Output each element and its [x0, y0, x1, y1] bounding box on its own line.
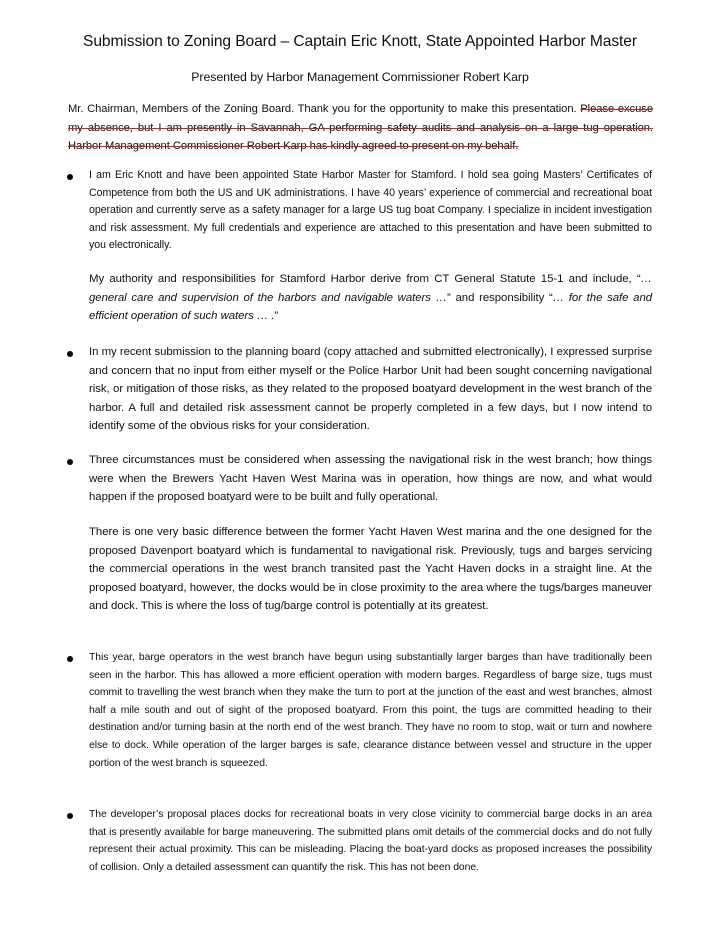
authority-paragraph: [89, 270, 652, 326]
bullet-4-paragraph: This year, barge operators in the west branch have begun using substantially larger barges than have traditionally been seen in the harbor. This has allowed a more efficient operation with modern barges. Regardless of barge size, tugs must commit to travelling the west branch when they make the turn to port at the junction of the east and west branches, almost half a mile south and out of sight of the proposed boatyard. From this point, the tugs are committed heading to their destination and/or turning basin at the north end of the west branch. They have no room to stop, wait or turn and nowhere else to dock. While operation of the larger barges is safe, clearance distance between vessel and structure in the upper portion of the west branch is squeezed.: [89, 652, 652, 769]
authority-text-1: My authority and responsibilities for Stamford Harbor derive from CT General Statute 15-1 and include, “: [89, 273, 641, 285]
authority-quote-2: … for the safe and efficient operation of such waters … .: [89, 291, 653, 323]
intro-paragraph: [68, 100, 653, 156]
bullet-2-paragraph: In my recent submission to the planning board (copy attached and submitted electronically), I expressed surprise and concern that no input from either myself or the Police Harbor Unit had been sought concerning navigational risk, or mitigation of those risks, as they related to the proposed boatyard development in the west branch of the harbor. A full and detailed risk assessment cannot be properly completed in a few days, but I now intend to identify some of the obvious risks for your consideration.: [89, 346, 652, 433]
intro-text: Mr. Chairman, Members of the Zoning Board. Thank you for the opportunity to make this presentation.: [68, 103, 581, 115]
authority-quote-1: … general care and supervision of the harbors and navigable waters …: [89, 273, 652, 304]
authority-text-2: ” and responsibility “: [447, 291, 553, 304]
bullet-5-paragraph: The developer’s proposal places docks for recreational boats in very close vicinity to commercial barge docks in an area that is presently available for barge maneuvering. The submitted plans omit details of the commercial docks and do not fully represent their actual proximity. This can be misleading. Placing the boat-yard docks as proposed increases the possibility of collision. Only a detailed assessment can quantify the risk. This has not been done.: [89, 809, 652, 873]
bullet-icon: [67, 174, 73, 180]
bullet-icon: [67, 459, 73, 465]
difference-paragraph: There is one very basic difference between the former Yacht Haven West marina and the one designed for the proposed Davenport boatyard which is fundamental to navigational risk. Previously, tugs and barges servicing the commercial operations in the west branch transited past the Yacht Haven docks in a straight line. At the proposed boatyard, however, the docks would be in close proximity to the area where the tugs/barges maneuver and dock. This is where the loss of tug/barge control is potentially at its greatest.: [89, 526, 652, 613]
document-subtitle: Presented by Harbor Management Commissioner Robert Karp: [191, 70, 529, 84]
authority-text-3: ”: [274, 310, 279, 323]
bullet-1-paragraph: I am Eric Knott and have been appointed State Harbor Master for Stamford. I hold sea going Masters’ Certificates of Competence from both the US and UK administrations. I have 40 years’ experience of commercial and recreational boat operation and currently serve as a safety manager for a large US tug boat Company. I specialize in incident investigation and risk assessment. My full credentials and experience are attached to this presentation and have been submitted to you electronically.: [89, 169, 652, 252]
intro-struck-text: Please excuse my absence, but I am presently in Savannah, GA performing safety audits and analysis on a large tug operation. Harbor Management Commissioner Robert Karp has kindly agreed to present on my behalf.: [68, 103, 653, 152]
bullet-icon: [67, 351, 73, 357]
document-title: Submission to Zoning Board – Captain Eric Knott, State Appointed Harbor Master: [83, 33, 637, 50]
bullet-3-paragraph: Three circumstances must be considered when assessing the navigational risk in the west branch; how things were when the Brewers Yacht Haven West Marina was in operation, how things are now, and what would happen if the proposed boatyard were to be built and fully operational.: [89, 454, 652, 504]
bullet-icon: [67, 656, 73, 662]
bullet-icon: [67, 813, 73, 819]
